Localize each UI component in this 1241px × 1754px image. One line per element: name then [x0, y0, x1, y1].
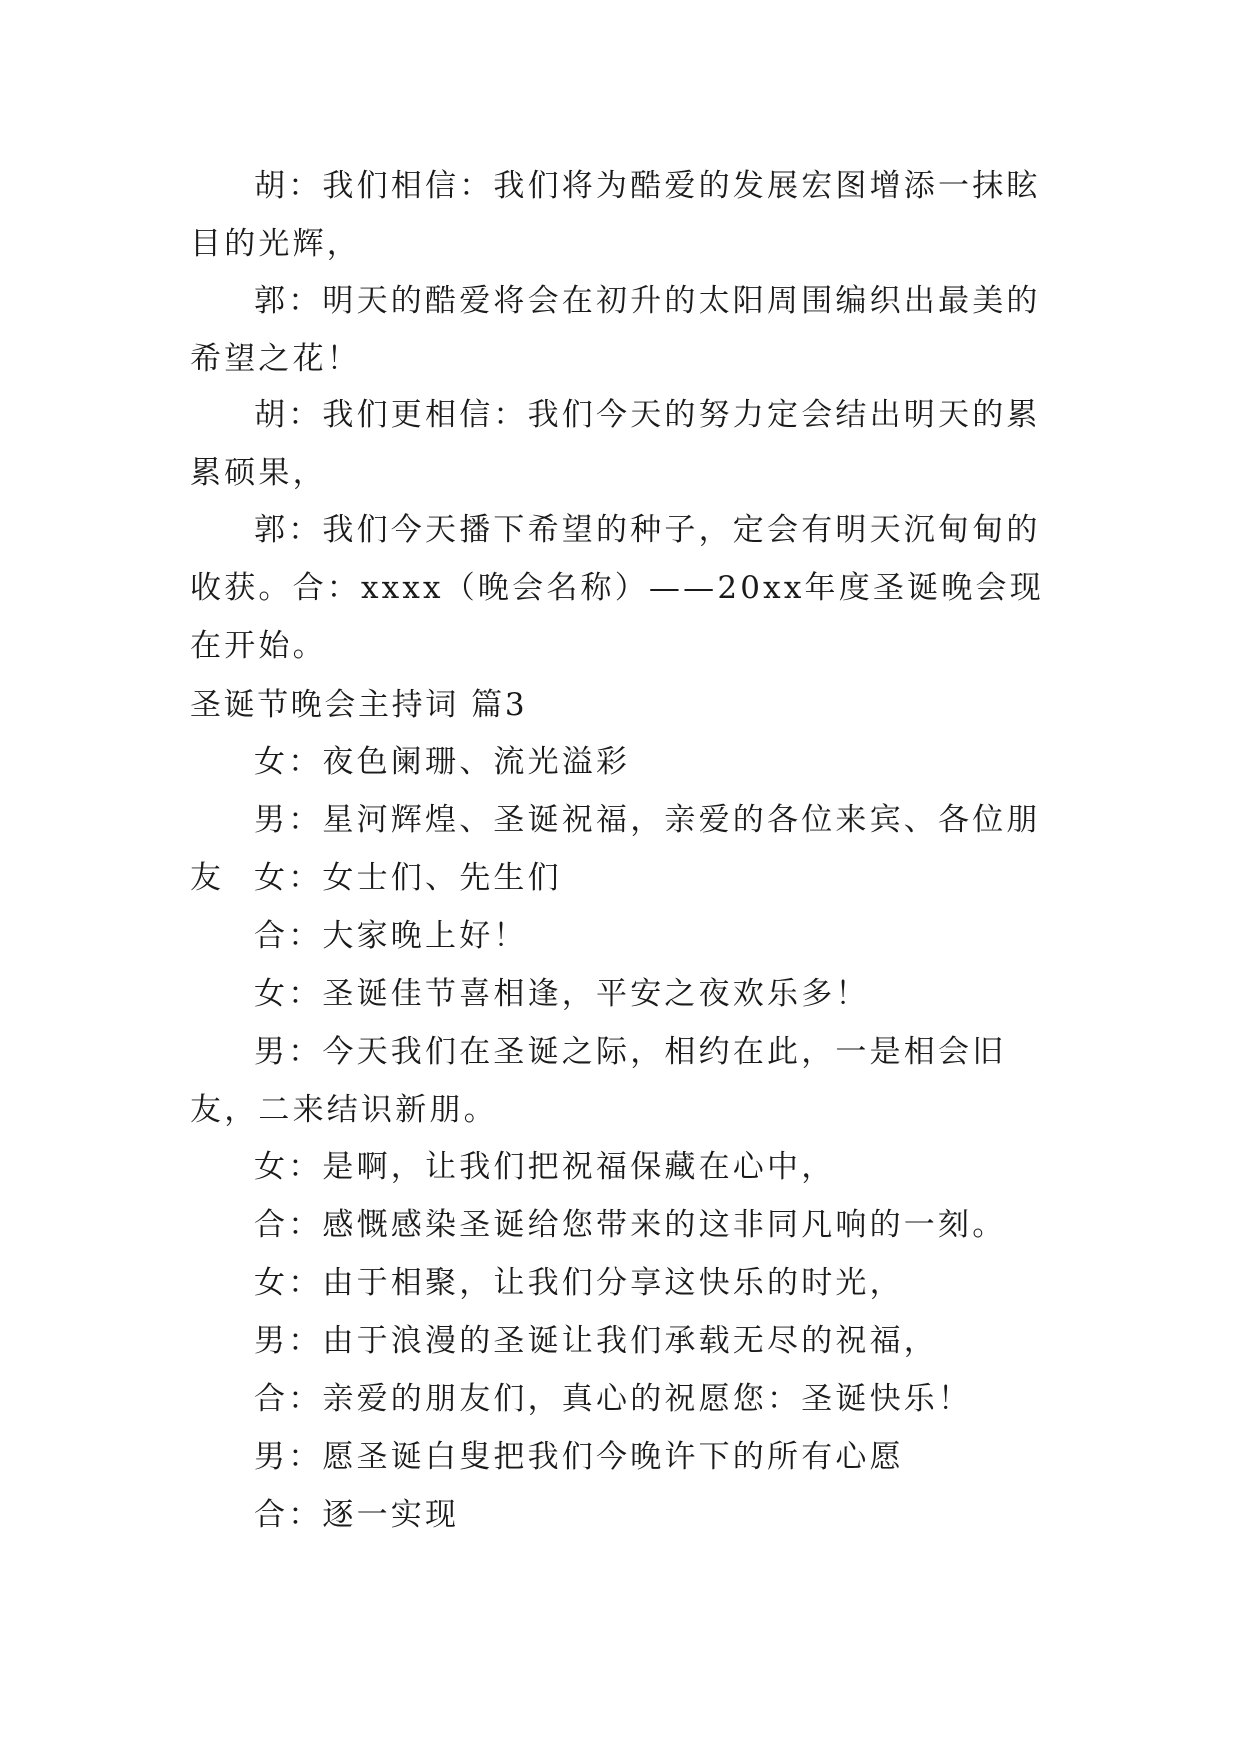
dialogue-line: 合：大家晚上好！ [254, 918, 528, 954]
dialogue-line: 男：星河辉煌、圣诞祝福，亲爱的各位来宾、各位朋友 [190, 802, 1041, 896]
dialogue-line: 女：圣诞佳节喜相逢，平安之夜欢乐多！ [254, 976, 870, 1012]
dialogue-line: 合：亲爱的朋友们，真心的祝愿您：圣诞快乐！ [254, 1381, 973, 1417]
dialogue-line: 女：女士们、先生们 [254, 860, 562, 896]
dialogue-line: 男：由于浪漫的圣诞让我们承载无尽的祝福， [254, 1323, 938, 1359]
dialogue-line: 女：夜色阑珊、流光溢彩 [254, 744, 631, 780]
dialogue-line: 女：是啊，让我们把祝福保藏在心中， [254, 1149, 836, 1185]
dialogue-line: 女：由于相聚，让我们分享这快乐的时光， [254, 1265, 904, 1301]
dialogue-line: 合：感慨感染圣诞给您带来的这非同凡响的一刻。 [254, 1207, 1007, 1243]
dialogue-line: 男：今天我们在圣诞之际，相约在此，一是相会旧友，二来结识新朋。 [190, 1034, 1007, 1128]
section-heading: 圣诞节晚会主持词 篇3 [190, 687, 528, 723]
dialogue-paragraph: 胡：我们相信：我们将为酷爱的发展宏图增添一抹眩目的光辉， [190, 168, 1041, 262]
dialogue-line: 男：愿圣诞白叟把我们今晚许下的所有心愿 [254, 1439, 904, 1475]
dialogue-line: 合：逐一实现 [254, 1497, 460, 1533]
dialogue-paragraph: 郭：我们今天播下希望的种子，定会有明天沉甸甸的收获。合：xxxx（晚会名称）——20xx年度圣诞晚会现在开始。 [190, 512, 1044, 664]
dialogue-paragraph: 郭：明天的酷爱将会在初升的太阳周围编织出最美的希望之花！ [190, 283, 1041, 377]
dialogue-paragraph: 胡：我们更相信：我们今天的努力定会结出明天的累累硕果， [190, 397, 1041, 491]
